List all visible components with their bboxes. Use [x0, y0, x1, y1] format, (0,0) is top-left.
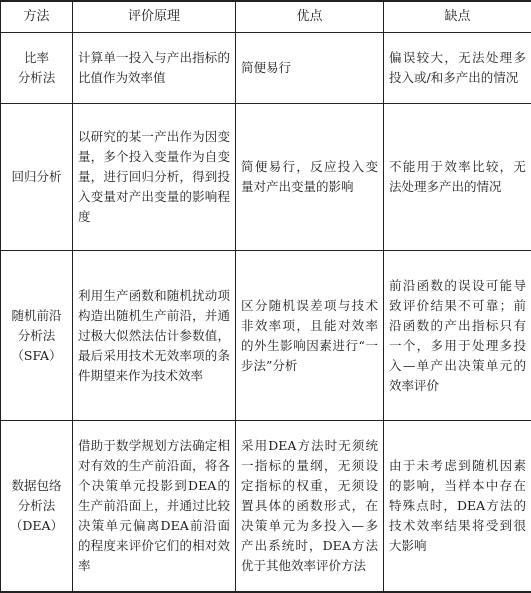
- method-name-line: 分析法: [4, 496, 69, 516]
- pros-cell: 采用DEA方法时无须统一指标的量纲，无须设定指标的权重，无须设置具体的函数形式，在决策单元为多投入—多产出系统时，DEA方法优于其他效率评价方法: [236, 421, 384, 593]
- method-abbrev: （SFA）: [4, 346, 69, 366]
- pros-cell: 简便易行，反应投入变量对产出变量的影响: [236, 104, 384, 251]
- table-row: [1, 251, 531, 421]
- method-name-line: 分析法: [4, 326, 69, 346]
- principle-cell: 利用生产函数和随机扰动项构造出随机生产前沿，并通过极大似然法估计参数值，最后采用技术无效率项的条件期望来作为技术效率: [73, 251, 236, 421]
- header-principle: 评价原理: [73, 1, 236, 33]
- method-name-line: 回归分析: [4, 167, 69, 187]
- table-header-row: [1, 1, 531, 33]
- cons-cell: 由于未考虑到随机因素的影响，当样本中存在特殊点时，DEA方法的技术效率结果将受到很大影响: [384, 421, 531, 593]
- method-cell: [1, 251, 73, 421]
- method-abbrev: （DEA）: [4, 516, 69, 536]
- method-cell: [1, 33, 73, 104]
- cons-cell: 偏误较大，无法处理多投入或/和多产出的情况: [384, 33, 531, 104]
- header-pros: 优点: [236, 1, 384, 33]
- principle-cell: 计算单一投入与产出指标的比值作为效率值: [73, 33, 236, 104]
- method-cell: [1, 104, 73, 251]
- header-method: 方法: [1, 1, 73, 33]
- pros-cell: 简便易行: [236, 33, 384, 104]
- table-row: [1, 421, 531, 593]
- method-name-line: 数据包络: [4, 476, 69, 496]
- method-name-line: 比率: [4, 48, 69, 68]
- method-cell: [1, 421, 73, 593]
- pros-cell: 区分随机误差项与技术非效率项，且能对效率的外生影响因素进行“一步法”分析: [236, 251, 384, 421]
- method-name-line: 随机前沿: [4, 306, 69, 326]
- table-row: [1, 33, 531, 104]
- cons-cell: 不能用于效率比较，无法处理多产出的情况: [384, 104, 531, 251]
- principle-cell: 以研究的某一产出作为因变量，多个投入变量作为自变量，进行回归分析，得到投入变量对产出变量的影响程度: [73, 104, 236, 251]
- method-name-line: 分析法: [4, 68, 69, 88]
- header-cons: 缺点: [384, 1, 531, 33]
- cons-cell: 前沿函数的误设可能导致评价结果不可靠；前沿函数的产出指标只有一个，多用于处理多投入—单产出决策单元的效率评价: [384, 251, 531, 421]
- principle-cell: 借助于数学规划方法确定相对有效的生产前沿面，将各个决策单元投影到DEA的生产前沿面上，并通过比较决策单元偏离DEA前沿面的程度来评价它们的相对效率: [73, 421, 236, 593]
- table-row: [1, 104, 531, 251]
